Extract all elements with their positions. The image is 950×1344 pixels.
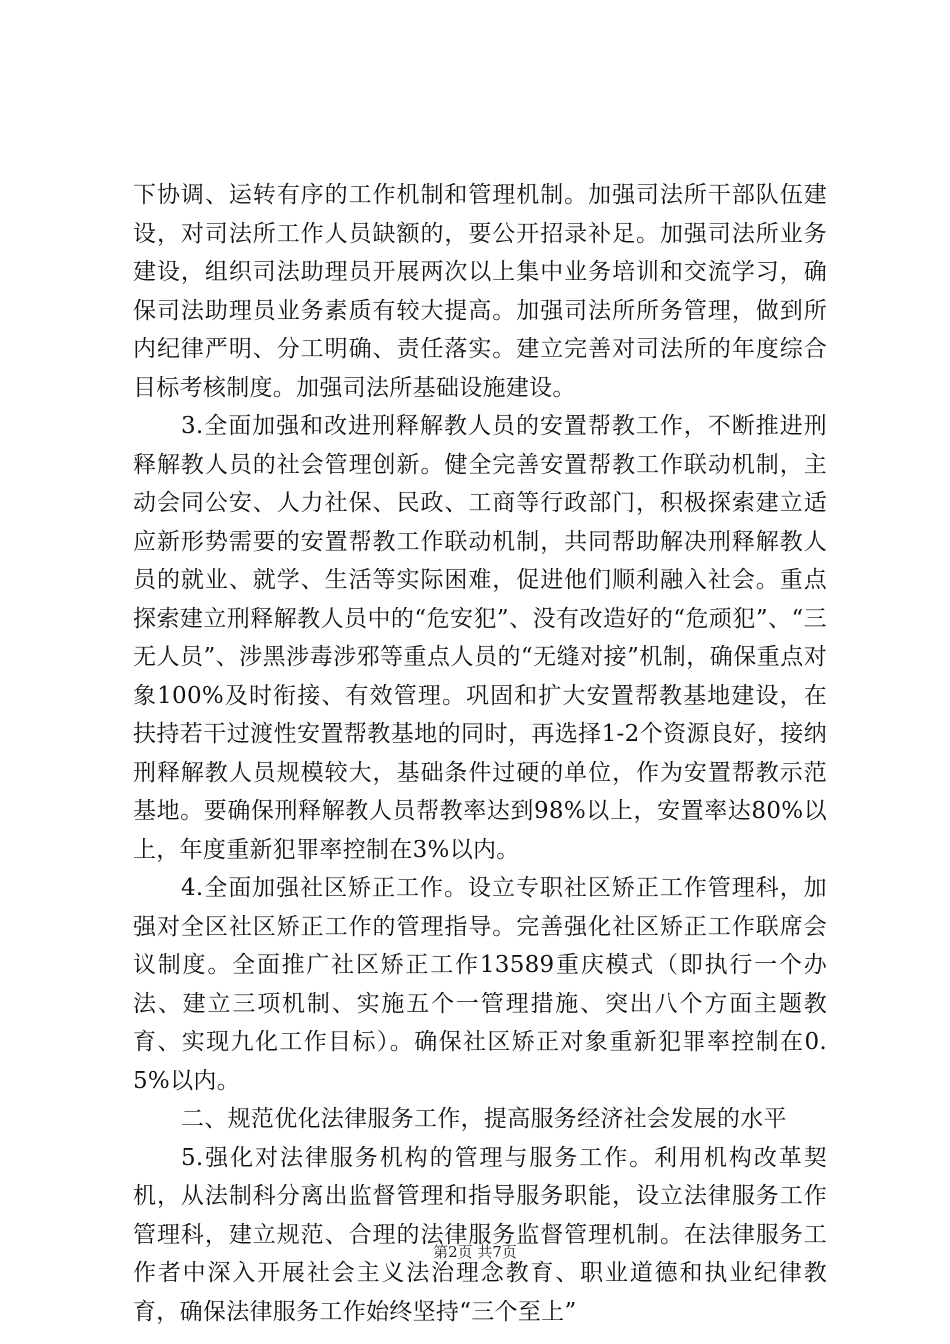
paragraph-item-4: 4.全面加强社区矫正工作。设立专职社区矫正工作管理科，加强对全区社区矫正工作的管理指导。完善强化社区矫正工作联席会议制度。全面推广社区矫正工作13589重庆模式（即执行一个办法、建立三项机制、实施五个一管理措施、突出八个方面主题教育、实现九化工作目标）。确保社区矫正对象重新犯罪率控制在0.5%以内。: [133, 875, 827, 1094]
paragraph-continuation: 下协调、运转有序的工作机制和管理机制。加强司法所干部队伍建设，对司法所工作人员缺额的，要公开招录补足。加强司法所业务建设，组织司法助理员开展两次以上集中业务培训和交流学习，确保司法助理员业务素质有较大提高。加强司法所所务管理，做到所内纪律严明、分工明确、责任落实。建立完善对司法所的年度综合目标考核制度。加强司法所基础设施建设。: [133, 182, 827, 401]
paragraph-item-3: 3.全面加强和改进刑释解教人员的安置帮教工作，不断推进刑释解教人员的社会管理创新。健全完善安置帮教工作联动机制，主动会同公安、人力社保、民政、工商等行政部门，积极探索建立适应新形势需要的安置帮教工作联动机制，共同帮助解决刑释解教人员的就业、就学、生活等实际困难，促进他们顺利融入社会。重点探索建立刑释解教人员中的“危安犯”、没有改造好的“危顽犯”、“三无人员”、涉黑涉毒涉邪等重点人员的“无缝对接”机制，确保重点对象100%及时衔接、有效管理。巩固和扩大安置帮教基地建设，在扶持若干过渡性安置帮教基地的同时，再选择1-2个资源良好，接纳刑释解教人员规模较大，基础条件过硬的单位，作为安置帮教示范基地。要确保刑释解教人员帮教率达到98%以上，安置率达80%以上，年度重新犯罪率控制在3%以内。: [133, 413, 827, 863]
section-heading-2: 二、规范优化法律服务工作，提高服务经济社会发展的水平: [181, 1106, 787, 1132]
paragraph-item-5: 5.强化对法律服务机构的管理与服务工作。利用机构改革契机，从法制科分离出监督管理和指导服务职能，设立法律服务工作管理科，建立规范、合理的法律服务监督管理机制。在法律服务工作者中深入开展社会主义法治理念教育、职业道德和执业纪律教育，确保法律服务工作始终坚持“三个至上”: [133, 1144, 827, 1325]
document-body: [133, 176, 827, 1331]
page-number-footer: 第2页 共7页: [433, 1243, 517, 1261]
